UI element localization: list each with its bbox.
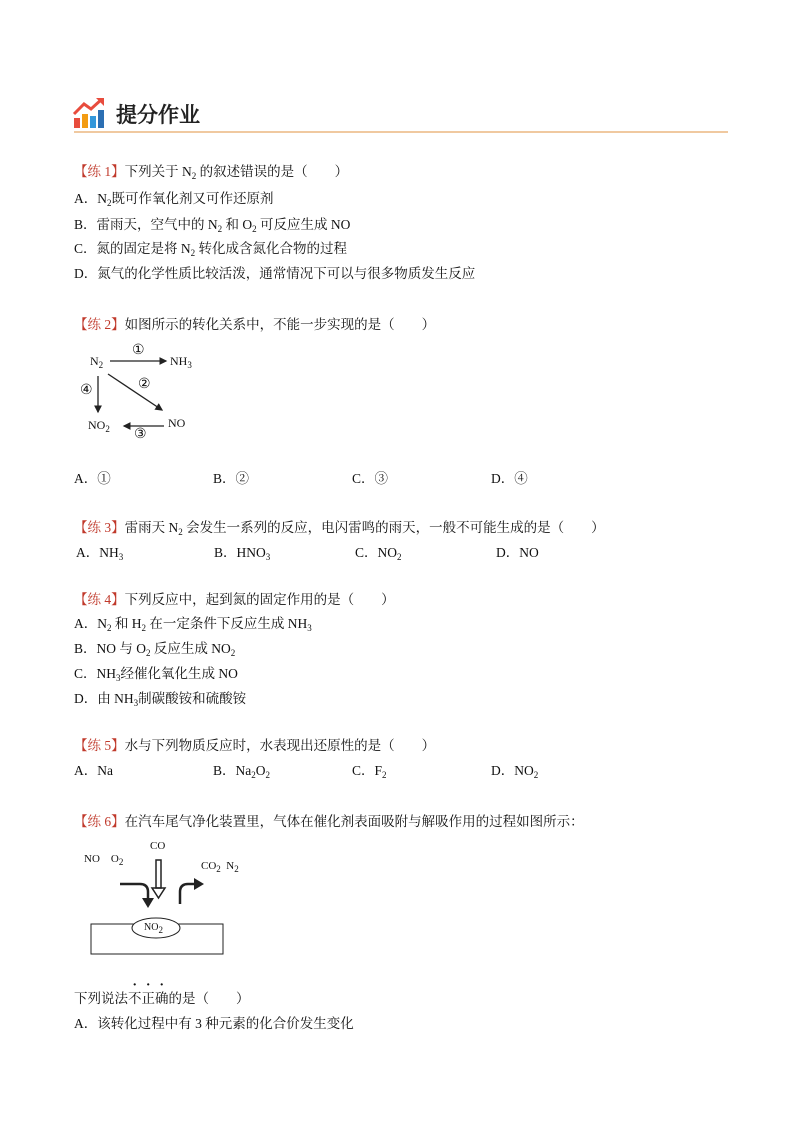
q3-stem-text: 会发生一系列的反应，电闪雷鸣的雨天，一般不可能生成的是（ ） [182, 520, 605, 535]
node-n2: $N_2$ [90, 354, 104, 370]
q2-option-b[interactable]: B．② [213, 471, 250, 486]
followup-text: 下列说法 [74, 991, 128, 1006]
q2-tag: 【练 2】 [74, 317, 125, 332]
q1-option-c[interactable] [74, 240, 347, 262]
q6-stem-text: 在汽车尾气净化装置里，气体在催化剂表面吸附与解吸作用的过程如图所示： [124, 814, 584, 829]
option-text: B．雷雨天，空气中的 N [74, 217, 218, 232]
q2-option-c[interactable]: C．③ [352, 471, 389, 486]
option-sub: 2 [190, 248, 196, 258]
q5-option-a[interactable]: A．Na [74, 763, 113, 778]
option-text: 可反应生成 NO [256, 217, 351, 232]
q2-option-d[interactable]: D．④ [491, 471, 528, 486]
q6-stem [74, 813, 584, 831]
q4-option-a[interactable]: A．$N_2$ 和 $H_2$ 在一定条件下反应生成 $NH_3$ [74, 616, 312, 633]
q1-option-a[interactable] [74, 190, 274, 212]
option-text: 和 O [222, 217, 253, 232]
q4-stem-text: 下列反应中，起到氮的固定作用的是（ ） [124, 592, 395, 607]
top-gas-label: CO [150, 840, 166, 852]
q1-stem-text: 的叙述错误的是（ ） [196, 164, 349, 179]
q3-option-a[interactable]: A．$NH_3$ [76, 545, 124, 562]
step-3-label: ③ [134, 427, 147, 442]
q4-tag: 【练 4】 [74, 592, 125, 607]
q2-stem [74, 316, 435, 334]
surface-label: NO2 [144, 922, 163, 935]
q6-diagram [84, 838, 254, 958]
step-2-label: ② [138, 377, 151, 392]
q5-stem [74, 737, 435, 755]
node-nh3: $NH_3$ [170, 354, 192, 370]
node-no2: $NO_2$ [88, 418, 110, 434]
q5-option-b[interactable]: B．$Na_2O_2$ [213, 763, 270, 780]
q5-option-c[interactable]: C．$F_2$ [352, 763, 387, 780]
header-divider [74, 131, 728, 133]
header-logo [72, 96, 108, 130]
option-text: 转化成含氮化合物的过程 [195, 241, 348, 256]
option-text: C．氮的固定是将 N [74, 241, 191, 256]
option-text: A．N [74, 191, 107, 206]
q1-stem [74, 163, 348, 185]
q5-stem-text: 水与下列物质反应时，水表现出还原性的是（ ） [124, 738, 436, 753]
q4-stem [74, 591, 395, 609]
q1-stem-sub: 2 [191, 171, 197, 181]
option-sub: 2 [107, 198, 112, 208]
q6-followup [74, 990, 250, 1008]
emphasis-not-correct [128, 991, 169, 1006]
left-gas-label: NO $O_2$ [84, 853, 124, 867]
emphasis-char: 不 [128, 991, 142, 1006]
q3-option-c[interactable]: C．$NO_2$ [355, 545, 402, 562]
q3-option-d[interactable]: D．NO [496, 545, 539, 560]
step-1-label: ① [132, 343, 145, 358]
right-gas-label: $CO_2$ $N_2$ [201, 860, 239, 874]
q1-option-b[interactable] [74, 216, 350, 238]
q4-option-b[interactable]: B．NO 与 $O_2$ 反应生成 $NO_2$ [74, 641, 236, 658]
followup-text: 的是（ ） [168, 991, 250, 1006]
q3-stem-sub: 2 [178, 527, 183, 537]
q3-option-b[interactable]: B．$HNO_3$ [214, 545, 271, 562]
step-4-label: ④ [80, 383, 93, 398]
rising-bar-chart-icon [72, 96, 108, 130]
option-sub: 2 [252, 224, 257, 234]
option-text: 既可作氧化剂又可作还原剂 [111, 191, 274, 206]
q2-option-a[interactable]: A．① [74, 471, 111, 486]
page-title: 提分作业 [116, 103, 200, 127]
q2-diagram [80, 340, 220, 445]
q3-stem-text: 雷雨天 N [124, 520, 179, 535]
emphasis-char: 确 [155, 991, 169, 1006]
q1-option-d[interactable] [74, 265, 475, 283]
q2-stem-text: 如图所示的转化关系中，不能一步实现的是（ ） [124, 317, 436, 332]
option-text: D．氮气的化学性质比较活泼，通常情况下可以与很多物质发生反应 [74, 266, 476, 281]
q3-tag: 【练 3】 [74, 520, 125, 535]
q1-tag: 【练 1】 [74, 164, 125, 179]
q4-option-d[interactable]: D．由 $NH_3$制碳酸铵和硫酸铵 [74, 691, 247, 708]
emphasis-char: 正 [141, 991, 155, 1006]
q5-tag: 【练 5】 [74, 738, 125, 753]
node-no: NO [168, 416, 186, 430]
q3-stem [74, 519, 605, 541]
q6-option-a[interactable]: A．该转化过程中有 3 种元素的化合价发生变化 [74, 1016, 354, 1031]
option-sub: 2 [217, 224, 223, 234]
q4-option-c[interactable]: C．$NH_3$经催化氧化生成 NO [74, 666, 238, 683]
q6-tag: 【练 6】 [74, 814, 125, 829]
q1-stem-text: 下列关于 N [124, 164, 192, 179]
q5-option-d[interactable]: D．$NO_2$ [491, 763, 539, 780]
